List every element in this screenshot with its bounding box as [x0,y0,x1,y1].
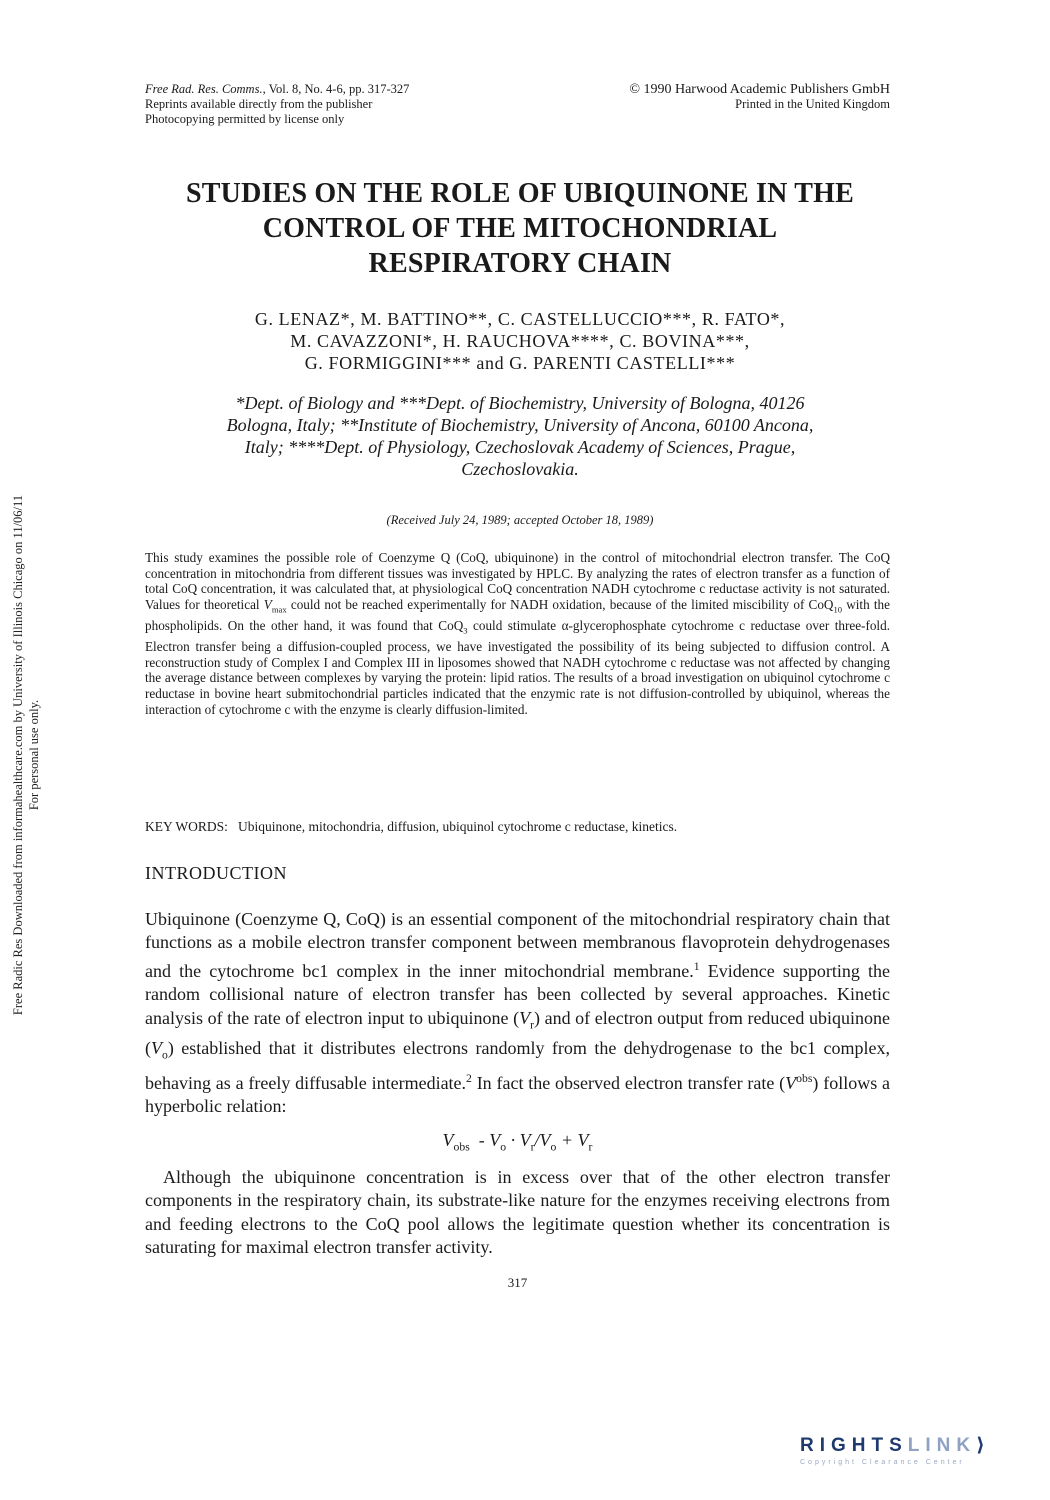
page-number: 317 [507,1275,528,1290]
vobs-superscript: obs [796,1071,813,1085]
intro-text-a: Ubiquinone (Coenzyme Q, CoQ) is an essential component of the mitochondrial respiratory chain that functions as a mobile electron transfer component between membranous flavoprotein dehydrogenases and the cytochrome bc1 complex in the inner mitochondrial membrane. [145,909,890,981]
section-heading-introduction: INTRODUCTION [145,863,287,883]
logo-subtitle: Copyright Clearance Center [800,1459,965,1466]
logo-link: LINK [907,1435,977,1456]
intro-paragraph-1 [145,908,890,1118]
intro-text-d: ) established that it distributes electrons randomly from the dehydrogenase to the bc1 complex, behaving as a freely diffusable intermediate. [145,1037,890,1093]
vo-symbol: V [151,1037,162,1058]
authors-line-1: G. LENAZ*, M. BATTINO**, C. CASTELLUCCIO***, R. FATO*, [254,309,786,329]
publisher-header [560,82,890,112]
intro-text-f: ) follows a hyperbolic relation: [145,1072,890,1117]
eq-term-4: + V [556,1130,589,1150]
intro-text-c: ) and of electron output from reduced ubiquinone ( [145,1007,890,1058]
download-notice-line1: Free Radic Res Downloaded from informahealthcare.com by University of Illinois Chicago on 11/06/11 [11,494,25,1016]
eq-sub-2: r [530,1140,535,1154]
affiliation-line-3: Italy; ****Dept. of Physiology, Czechoslovak Academy of Sciences, Prague, [244,437,796,457]
eq-term-2: · V [506,1130,531,1150]
vr-symbol: V [519,1007,531,1028]
abstract-text-3: with the phospholipids. On the other hand, it was found that CoQ [145,596,890,634]
download-notice [10,395,50,1115]
logo-rights: RIGHTS [800,1435,908,1456]
journal-header: Free Rad. Res. Comms., Vol. 8, No. 4-6, pp. 317-327 Reprints available directly from the publisher Photocopying permitted by license only [145,82,410,126]
download-notice-line2: For personal use only. [27,699,41,811]
rightslink-wordmark [800,1434,1030,1457]
vmax-symbol: V [263,596,272,612]
coq10-subscript: 10 [833,604,843,615]
abstract [145,550,890,717]
journal-volume: Vol. 8, No. 4-6, pp. 317-327 [268,82,410,96]
keywords-text: Ubiquinone, mitochondria, diffusion, ubiquinol cytochrome c reductase, kinetics. [238,819,678,834]
reference-2: 2 [466,1071,472,1085]
rightslink-logo[interactable] [800,1434,1030,1474]
abstract-text-4: could stimulate α-glycerophosphate cytochrome c reductase over three-fold. Electron transfer being a diffusion-coupled process, we have investigated the possibility of its being subjected to diffusion control. A reconstruction study of Complex I and Complex III in liposomes showed that NADH cytochrome c reductase was not affected by changing the average distance between complexes by varying the protein: lipid ratios. The results of a broad investigation on ubiquinol cytochrome c reductase in bovine heart submitochondrial particles indicated that the enzymic rate is not diffusion-controlled by ubiquinol, whereas the interaction of cytochrome c with the enzyme is clearly diffusion-limited. [145,618,890,717]
authors-line-2: M. CAVAZZONI*, H. RAUCHOVA****, C. BOVINA***, [290,331,750,351]
authors-line-3: G. FORMIGGINI*** and G. PARENTI CASTELLI*** [304,353,736,373]
title-line-3: RESPIRATORY CHAIN [368,248,672,279]
eq-sub-3: o [550,1140,557,1154]
vobs-symbol: V [785,1072,797,1093]
eq-term-1: - V [478,1130,501,1150]
journal-name: Free Rad. Res. Comms. [145,82,263,96]
reference-1: 1 [693,959,700,973]
vr-subscript: r [530,1018,535,1032]
abstract-text-2: could not be reached experimentally for NADH oxidation, because of the limited miscibility of CoQ [286,596,834,612]
eq-sub-1: o [500,1140,507,1154]
intro-text-b: Evidence supporting the random collisional nature of electron transfer has been collected by several approaches. Kinetic analysis of the rate of electron input to ubiquinone ( [145,960,890,1028]
author-list [120,308,920,374]
vmax-subscript: max [271,604,287,615]
vo-subscript: o [162,1048,168,1062]
affiliation-line-2: Bologna, Italy; **Institute of Biochemistry, University of Ancona, 60100 Ancona, [226,415,814,435]
affiliations [140,392,900,480]
affiliation-line-1: *Dept. of Biology and ***Dept. of Biochemistry, University of Bologna, 40126 [235,393,805,413]
intro-text-e: In fact the observed electron transfer rate ( [471,1072,786,1093]
reprints-note: Reprints available directly from the publisher [145,97,373,111]
eq-sub-4: r [588,1140,593,1154]
keywords-label: KEY WORDS: [145,819,228,834]
copyright-line: © 1990 Harwood Academic Publishers GmbH [629,82,890,97]
title-line-2: CONTROL OF THE MITOCHONDRIAL [262,213,778,244]
intro-paragraph-2: Although the ubiquinone concentration is in excess over that of the other electron transfer components in the respiratory chain, its substrate-like nature for the enzymes receiving electrons from and feeding electrons to the CoQ pool allows the legitimate question whether its concentration is saturating for maximal electron transfer activity. [145,1167,890,1258]
eq-lhs-sub: obs [453,1140,470,1154]
affiliation-line-4: Czechoslovakia. [461,459,579,479]
photocopying-note: Photocopying permitted by license only [145,112,345,126]
abstract-text-1: This study examines the possible role of Coenzyme Q (CoQ, ubiquinone) in the control of mitochondrial electron transfer. The CoQ concentration in mitochondria from different tissues was investigated by HPLC. By analyzing the rates of electron transfer as a function of total CoQ concentration, it was calculated that, at physiological CoQ concentration NADH cytochrome c reductase activity is not saturated. Values for theoretical [145,550,890,612]
received-dates: (Received July 24, 1989; accepted October 18, 1989) [386,513,654,527]
paper-title [120,176,920,281]
coq3-subscript: 3 [463,625,468,636]
hyperbolic-equation [145,1130,890,1154]
title-line-1: STUDIES ON THE ROLE OF UBIQUINONE IN THE [186,178,854,209]
eq-lhs: V [442,1130,454,1150]
printed-line: Printed in the United Kingdom [735,97,890,111]
keywords [145,819,890,835]
eq-term-3: /V [534,1130,551,1150]
logo-chevron-icon: ⟩ [976,1435,991,1456]
